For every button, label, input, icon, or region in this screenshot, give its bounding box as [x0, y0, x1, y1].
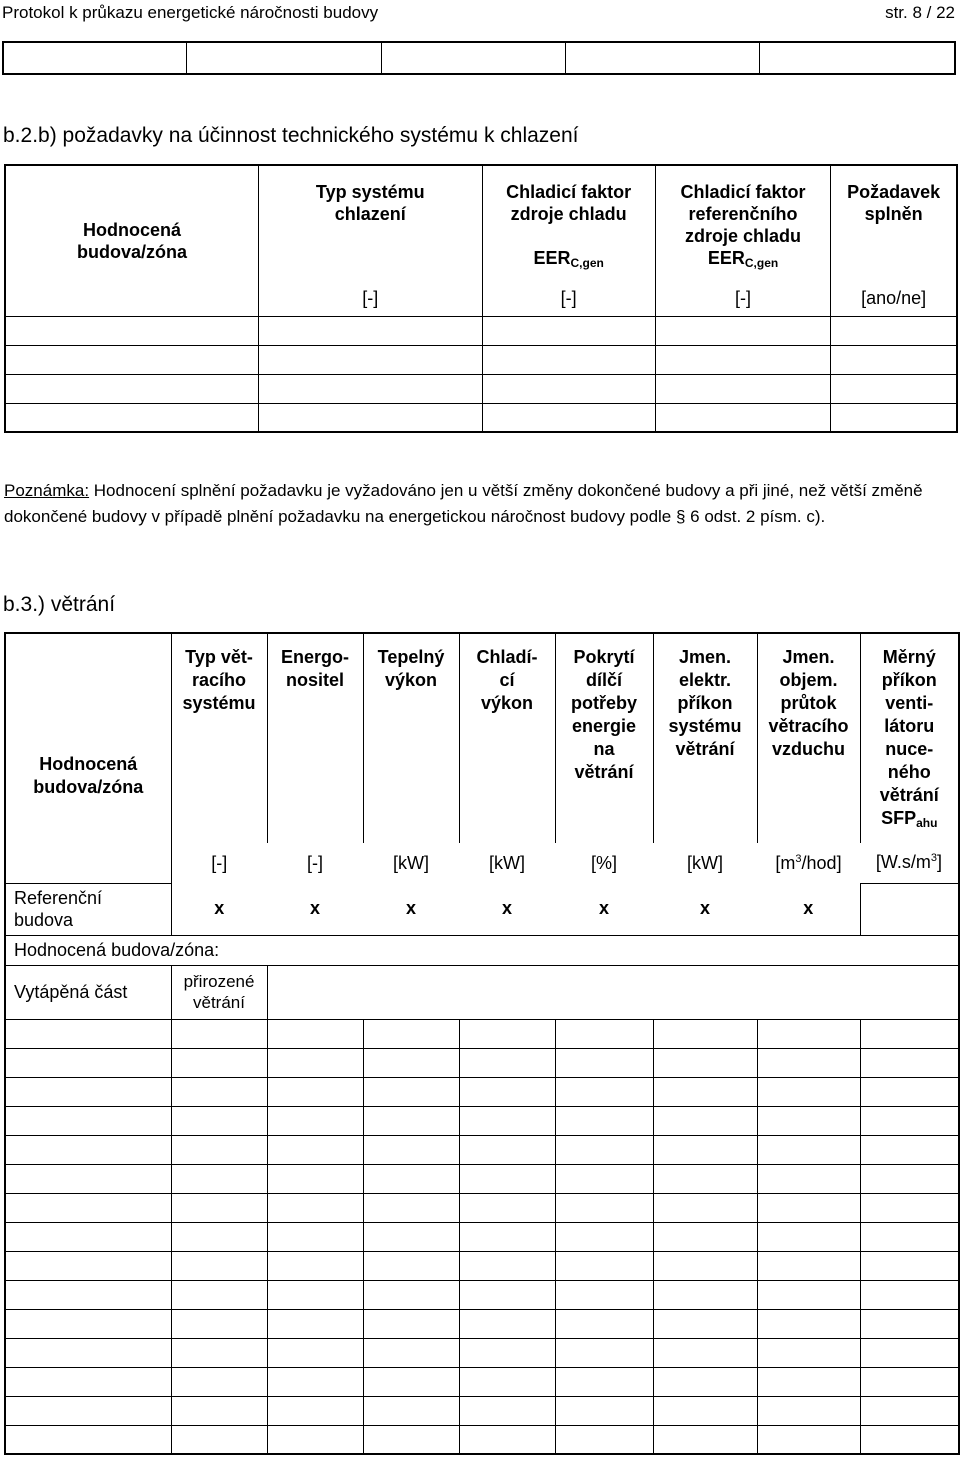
unit-carrier: [-]: [307, 852, 323, 873]
unit-cool: [kW]: [489, 852, 525, 873]
page-number: str. 8 / 22: [885, 3, 955, 22]
col-eer-reference: Chladicí faktor referenčního zdroje chladu $EER_{C,gen}$: [655, 165, 830, 281]
cooling-requirements-table: [4, 164, 958, 433]
col-ventilation-type: Typ vět-racího systému: [171, 633, 267, 843]
note-text: Hodnocení splnění požadavku je vyžadováno jen u větší změny dokončené budovy a při jiné, než větší změně dokončené budovy v případě plnění požadavku na energetickou náročnost budovy podle § 6 odst. 2 písm. c).: [4, 481, 923, 526]
ref-mark: x: [555, 883, 653, 935]
unit-yes-no: [ano/ne]: [831, 281, 957, 316]
unit-sfp: $[W.s/m^3]$: [860, 843, 959, 883]
empty-row: [5, 403, 957, 432]
empty-row: [5, 316, 957, 345]
col-electrical-input: Jmen. elektr. příkon systému větrání: [653, 633, 757, 843]
unit-flow: $[m^3/hod]$: [775, 852, 842, 873]
empty-row: [5, 1106, 959, 1135]
empty-row: [5, 1077, 959, 1106]
ventilation-table: [4, 632, 960, 1455]
empty-row: [5, 1396, 959, 1425]
ref-mark: x: [653, 883, 757, 935]
ref-mark: x: [171, 883, 267, 935]
col-cooling-output: Chladí-cí výkon: [459, 633, 555, 843]
note: [4, 478, 958, 530]
empty-row: [5, 1019, 959, 1048]
col-eer-source: Chladicí faktor zdroje chladu $EER_{C,gen}$: [482, 165, 655, 281]
empty-row: [5, 345, 957, 374]
evaluated-building-label: Hodnocená budova/zóna:: [5, 935, 267, 965]
ref-mark: x: [267, 883, 363, 935]
empty-row: [5, 1135, 959, 1164]
empty-row: [5, 1425, 959, 1454]
col-air-flow: Jmen. objem. průtok větracího vzduchu: [757, 633, 860, 843]
empty-row: [5, 1222, 959, 1251]
empty-row: [5, 1164, 959, 1193]
col-coverage: Pokrytí dílčí potřeby energie na větrání: [555, 633, 653, 843]
ref-mark: x: [459, 883, 555, 935]
empty-row: [5, 1309, 959, 1338]
unit-type: [-]: [259, 281, 482, 316]
col-cooling-system-type: Typ systému chlazení: [259, 165, 482, 281]
empty-row: [5, 1193, 959, 1222]
note-label: Poznámka:: [4, 481, 90, 500]
unit-eer-source: [-]: [482, 281, 655, 316]
empty-row: [5, 1048, 959, 1077]
header-box-row: [2, 41, 956, 75]
natural-ventilation-label: přirozené větrání: [171, 965, 267, 1019]
col-heat-output: Tepelný výkon: [363, 633, 459, 843]
section-b3-heading: b.3.) větrání: [3, 593, 116, 616]
empty-row: [5, 374, 957, 403]
heated-part-label: Vytápěná část: [5, 965, 171, 1019]
col-evaluated-building: Hodnocená budova/zóna: [5, 165, 259, 316]
document-title: Protokol k průkazu energetické náročnosti budovy: [2, 3, 379, 22]
ref-mark: x: [757, 883, 860, 935]
ref-mark: x: [363, 883, 459, 935]
ref-building-label: Referenční budova: [5, 883, 171, 935]
col-evaluated-building: Hodnocená budova/zóna: [5, 633, 171, 843]
col-sfp: Měrný příkon venti-látoru nuce-ného větrání $SFP_{ahu}$: [860, 633, 959, 843]
empty-row: [5, 1280, 959, 1309]
col-energy-carrier: Energo-nositel: [267, 633, 363, 843]
col-requirement-met: Požadavek splněn: [831, 165, 957, 281]
unit-eer-ref: [-]: [655, 281, 830, 316]
unit-coverage: [%]: [590, 852, 617, 873]
unit-type: [-]: [211, 852, 228, 873]
empty-row: [5, 1251, 959, 1280]
unit-elec: [kW]: [687, 852, 723, 873]
section-b2-heading: b.2.b) požadavky na účinnost technického systému k chlazení: [3, 124, 579, 147]
empty-row: [5, 1367, 959, 1396]
unit-heat: [kW]: [393, 852, 429, 873]
empty-row: [5, 1338, 959, 1367]
